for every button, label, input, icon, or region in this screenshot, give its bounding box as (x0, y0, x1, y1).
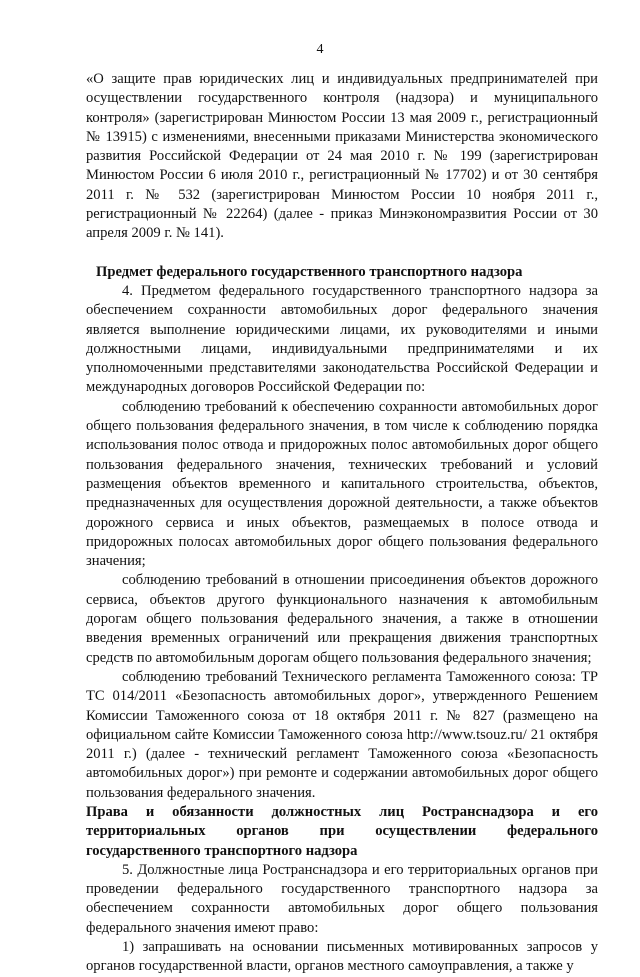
paragraph-connection-requirements: соблюдению требований в отношении присоединения объектов дорожного сервиса, объектов другого функционального назначения к автомобильным дорогам общего пользования федерального значения, а также в отношении введения временных ограничений или прекращения движения транспортных средств по автомобильным дорогам общего пользования федерального значения; (86, 572, 598, 666)
paragraph-item-4: 4. Предметом федерального государственного транспортного надзора за обеспечением сохранности автомобильных дорог федерального значения является выполнение юридическими лицами, их руководителями и иными должностными лицами, индивидуальными предпринимателями и их уполномоченными представителями законодательства Российской Федерации и международных договоров Российской Федерации по: (86, 282, 598, 396)
paragraph-continuation: «О защите прав юридических лиц и индивидуальных предпринимателей при осуществлении государственного контроля (надзора) и муниципального контроля» (зарегистрирован Минюстом России 13 мая 2009 г., регистрационный № 13915) с изменениями, внесенными приказами Министерства экономического развития Российской Федерации от 24 мая 2010 г. № 199 (зарегистрирован Минюстом России 6 июля 2010 г., регистрационный № 17702) и от 30 сентября 2011 г. № 532 (зарегистрирован Минюстом России 10 ноября 2011 г., регистрационный № 22264) (далее - приказ Минэкономразвития России от 30 апреля 2009 г. № 141). (86, 71, 598, 242)
paragraph-technical-regulation: соблюдению требований Технического регламента Таможенного союза: ТР ТС 014/2011 «Безопасность автомобильных дорог», утвержденного Решением Комиссии Таможенного союза от 18 октября 2011 г. № 827 (размещено на официальном сайте Комиссии Таможенного союза http://www.tsouz.ru/ 21 октября 2011 г.) (далее - технический регламент Таможенного союза «Безопасность автомобильных дорог») при ремонте и содержании автомобильных дорог общего пользования федерального значения. (86, 668, 598, 801)
section-heading-rights: Права и обязанности должностных лиц Ространснадзора и его территориальных органов при осуществлении федерального государственного транспортного надзора (86, 803, 598, 859)
paragraph-subitem-1: 1) запрашивать на основании письменных мотивированных запросов у органов государственной власти, органов местного самоуправления, а также у (86, 939, 598, 975)
page-number: 4 (316, 42, 324, 57)
section-heading-subject: Предмет федерального государственного транспортного надзора (96, 263, 523, 280)
paragraph-road-safety: соблюдению требований к обеспечению сохранности автомобильных дорог общего пользования федерального значения, в том числе к соблюдению порядка использования полос отвода и придорожных полос автомобильных дорог общего пользования федерального значения, технических требований и условий размещения объектов временного и капитального строительства, объектов, предназначенных для осуществления дорожной деятельности, а также объектов дорожного сервиса и иных объектов, размещаемых в полосе отвода и придорожных полосах автомобильных дорог общего пользования федерального значения; (86, 398, 598, 570)
document-body (86, 70, 598, 977)
spacer (86, 244, 598, 263)
paragraph-item-5: 5. Должностные лица Ространснадзора и его территориальных органов при проведении федерального государственного транспортного надзора за обеспечением сохранности автомобильных дорог общего пользования федерального значения имеют право: (86, 861, 598, 936)
